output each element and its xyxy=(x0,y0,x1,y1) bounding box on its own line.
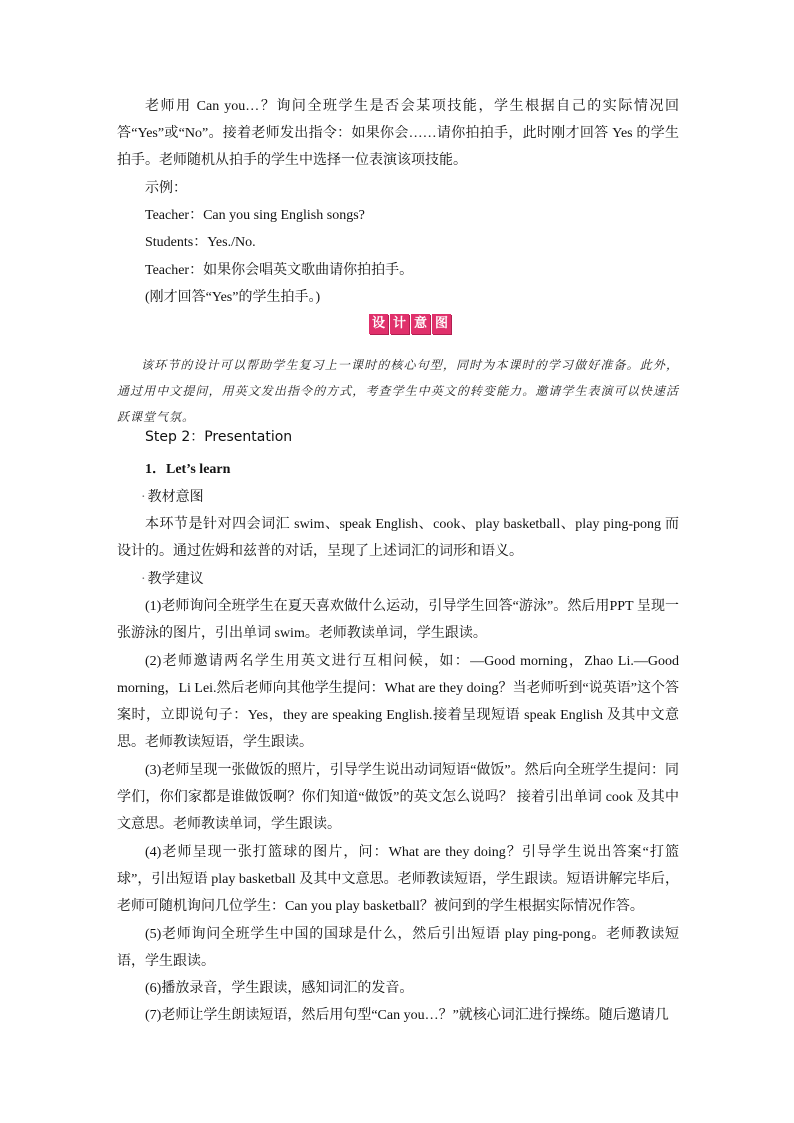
intro-paragraph: 老师用 Can you…？询问全班学生是否会某项技能，学生根据自己的实际情况回答“Yes”或“No”。接着老师发出指令：如果你会……请你拍拍手，此时刚才回答 Yes 的学生拍手。老师随机从拍手的学生中选择一位表演该项技能。 xyxy=(117,99,679,168)
bullet-icon: · xyxy=(141,572,146,587)
suggestion-item: (5)老师询问全班学生中国的国球是什么，然后引出短语 play ping-pong。老师教读短语，学生跟读。 xyxy=(117,927,679,969)
material-intent-text: 本环节是针对四会词汇 swim、speak English、cook、play basketball、play ping-pong 而设计的。通过佐姆和兹普的对话，呈现了上述词汇的词形和语义。 xyxy=(117,517,679,559)
dialogue-students: Students：Yes./No. xyxy=(145,235,256,250)
dialogue-note: (刚才回答“Yes”的学生拍手。) xyxy=(145,290,321,305)
suggestion-item: (3)老师呈现一张做饭的照片，引导学生说出动词短语“做饭”。然后向全班学生提问：同学们，你们家都是谁做饭啊？你们知道“做饭”的英文怎么说吗？ 接着引出单词 cook 及其中文意思。老师教读单词，学生跟读。 xyxy=(117,763,679,832)
badge-char: 计 xyxy=(390,314,409,334)
suggestion-item: (4)老师呈现一张打篮球的图片，问：What are they doing？引导学生说出答案“打篮球”，引出短语 play basketball 及其中文意思。老师教读短语，学生跟读。短语讲解完毕后，老师可随机询问几位学生：Can you play basketball？被问到的学生根据实际情况作答。 xyxy=(117,845,679,914)
suggestion-item: (2)老师邀请两名学生用英文进行互相问候，如：—Good morning，Zhao Li.—Good morning，Li Lei.然后老师向其他学生提问：What are they doing？当老师听到“说英语”这个答案时，立即说句子：Yes，they are speaking English.接着呈现短语 speak English 及其中文意思。老师教读短语，学生跟读。 xyxy=(117,654,679,750)
section-heading: 1．Let’s learn xyxy=(145,462,231,477)
design-intent-badge xyxy=(369,314,451,336)
suggestion-item: (1)老师询问全班学生在夏天喜欢做什么运动，引导学生回答“游泳”。然后用PPT 呈现一张游泳的图片，引出单词 swim。老师教读单词，学生跟读。 xyxy=(117,599,679,641)
dialogue-teacher-2: Teacher：如果你会唱英文歌曲请你拍拍手。 xyxy=(145,263,414,278)
example-label: 示例： xyxy=(145,181,187,196)
design-intent-text: 该环节的设计可以帮助学生复习上一课时的核心句型，同时为本课时的学习做好准备。此外，通过用中文提问，用英文发出指令的方式，考查学生中英文的转变能力。邀请学生表演可以快速活跃课堂气氛。 xyxy=(117,358,679,424)
dialogue-teacher: Teacher：Can you sing English songs? xyxy=(145,208,365,223)
step-heading: Step 2：Presentation xyxy=(145,429,293,445)
suggestion-item: (7)老师让学生朗读短语，然后用句型“Can you…？”就核心词汇进行操练。随后邀请几 xyxy=(145,1008,669,1023)
badge-char: 图 xyxy=(432,314,451,334)
suggestion-item: (6)播放录音，学生跟读，感知词汇的发音。 xyxy=(145,981,414,996)
material-intent-label: · 教材意图 xyxy=(141,490,204,505)
badge-char: 意 xyxy=(411,314,430,334)
bullet-icon: · xyxy=(141,490,146,505)
teaching-suggestion-label: · 教学建议 xyxy=(141,572,204,587)
badge-char: 设 xyxy=(369,314,388,334)
